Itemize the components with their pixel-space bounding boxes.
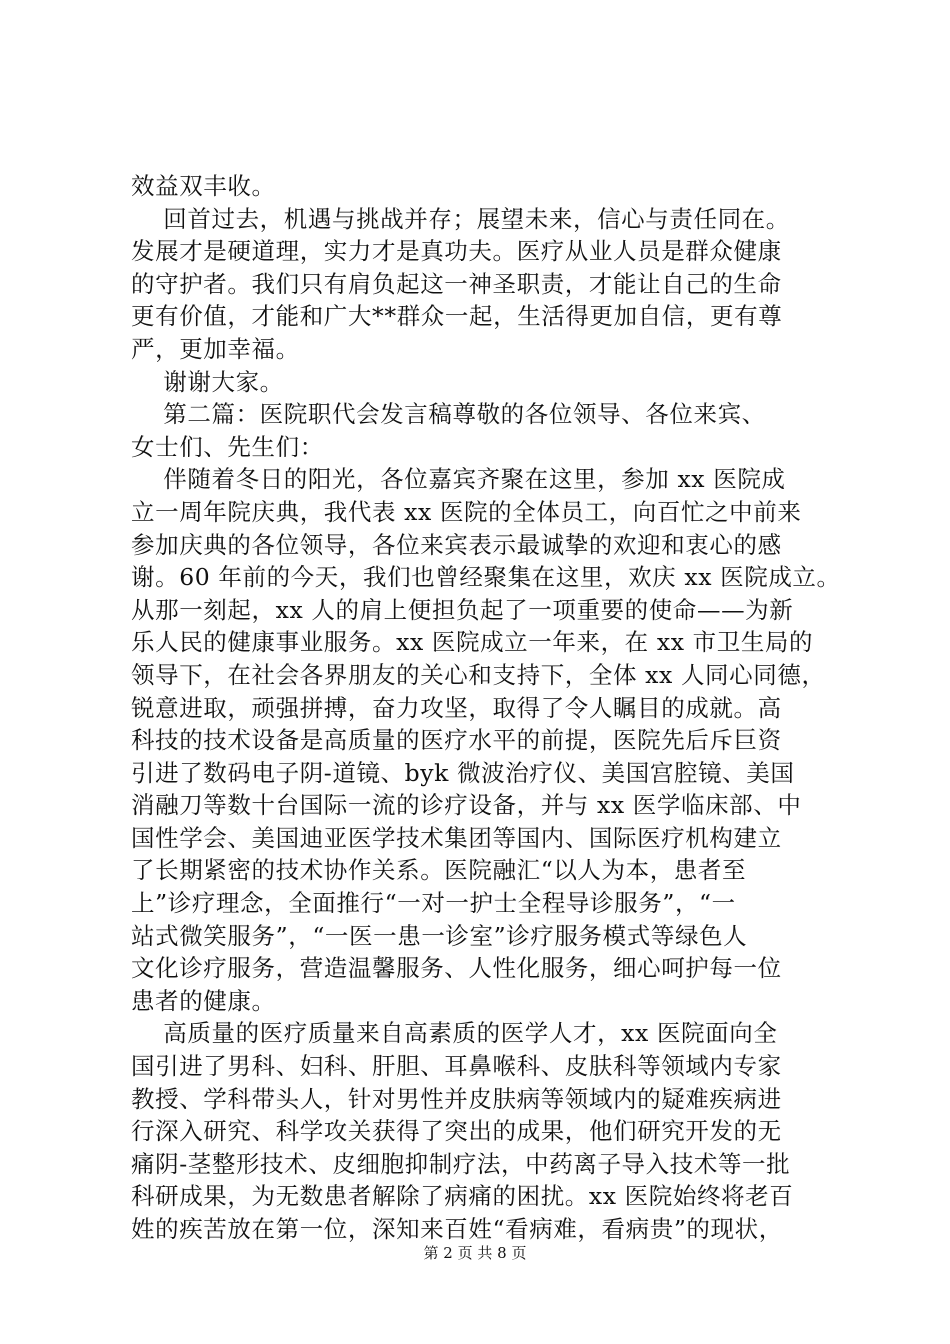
text-line: 站式微笑服务”，“一医一患一诊室”诊疗服务模式等绿色人	[131, 921, 748, 950]
text-line: 上”诊疗理念，全面推行“一对一护士全程导诊服务”，“一	[131, 889, 736, 918]
text-line: 科研成果，为无数患者解除了病痛的困扰。xx 医院始终将老百	[131, 1182, 794, 1211]
text-line: 痛阴-茎整形技术、皮细胞抑制疗法，中药离子导入技术等一批	[131, 1149, 791, 1178]
text-line: 伴随着冬日的阳光，各位嘉宾齐聚在这里，参加 xx 医院成	[131, 465, 786, 494]
text-line: 更有价值，才能和广大**群众一起，生活得更加自信，更有尊	[131, 302, 783, 331]
text-line: 锐意进取，顽强拼搏，奋力攻坚，取得了令人瞩目的成就。高	[131, 693, 782, 722]
text-line: 了长期紧密的技术协作关系。医院融汇“以人为本，患者至	[131, 856, 747, 885]
document-body	[131, 170, 841, 1246]
text-line: 参加庆典的各位领导，各位来宾表示最诚挚的欢迎和衷心的感	[131, 530, 782, 559]
text-line: 姓的疾苦放在第一位，深知来百姓“看病难，看病贵”的现状，	[131, 1215, 783, 1243]
text-line: 的守护者。我们只有肩负起这一神圣职责，才能让自己的生命	[131, 269, 782, 298]
text-line: 发展才是硬道理，实力才是真功夫。医疗从业人员是群众健康	[131, 237, 782, 266]
text-line: 谢。60 年前的今天，我们也曾经聚集在这里，欢庆 xx 医院成立。	[131, 563, 841, 592]
text-line: 国性学会、美国迪亚医学技术集团等国内、国际医疗机构建立	[131, 823, 782, 852]
text-line: 文化诊疗服务，营造温馨服务、人性化服务，细心呵护每一位	[131, 954, 782, 983]
text-line: 行深入研究、科学攻关获得了突出的成果，他们研究开发的无	[131, 1117, 782, 1146]
text-line: 科技的技术设备是高质量的医疗水平的前提，医院先后斥巨资	[131, 726, 782, 755]
page-number-footer: 第 2 页 共 8 页	[423, 1244, 527, 1262]
text-line: 严，更加幸福。	[131, 334, 300, 363]
text-line: 高质量的医疗质量来自高素质的医学人才，xx 医院面向全	[131, 1019, 778, 1048]
text-line: 第二篇：医院职代会发言稿尊敬的各位领导、各位来宾、	[131, 400, 766, 429]
text-line: 乐人民的健康事业服务。xx 医院成立一年来，在 xx 市卫生局的	[131, 628, 814, 657]
text-line: 效益双丰收。	[131, 172, 276, 200]
text-line: 谢谢大家。	[131, 367, 284, 396]
text-line: 国引进了男科、妇科、肝胆、耳鼻喉科、皮肤科等领域内专家	[131, 1052, 782, 1081]
text-line: 教授、学科带头人，针对男性并皮肤病等领域内的疑难疾病进	[131, 1084, 782, 1113]
text-line: 从那一刻起，xx 人的肩上便担负起了一项重要的使命——为新	[131, 595, 794, 624]
text-line: 回首过去，机遇与挑战并存；展望未来，信心与责任同在。	[131, 204, 790, 233]
text-line: 患者的健康。	[131, 986, 276, 1015]
text-line: 立一周年院庆典，我代表 xx 医院的全体员工，向百忙之中前来	[131, 497, 802, 526]
text-line: 女士们、先生们：	[131, 432, 324, 461]
text-line: 引进了数码电子阴-道镜、byk 微波治疗仪、美国宫腔镜、美国	[131, 758, 795, 787]
text-line: 领导下，在社会各界朋友的关心和支持下，全体 xx 人同心同德，	[131, 660, 826, 689]
text-line: 消融刀等数十台国际一流的诊疗设备，并与 xx 医学临床部、中	[131, 791, 802, 820]
